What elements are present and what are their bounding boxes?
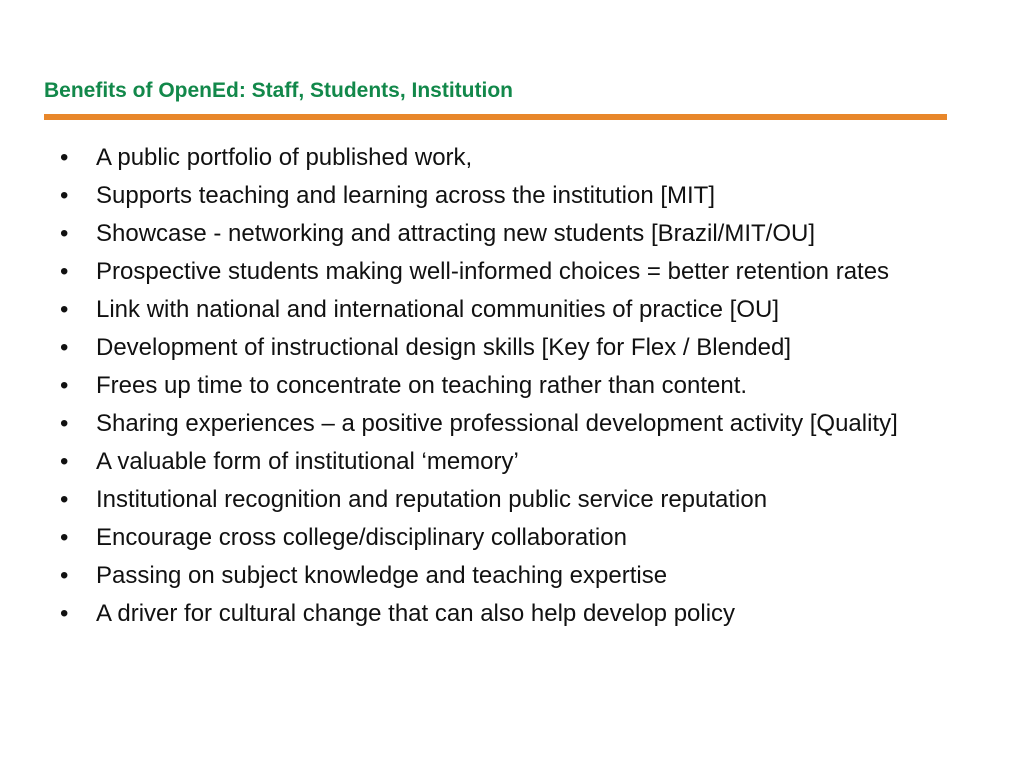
bullet-list — [60, 141, 960, 635]
bullet-item — [60, 559, 960, 593]
bullet-text: Encourage cross college/disciplinary collaboration — [96, 524, 627, 551]
bullet-item — [60, 369, 960, 403]
bullet-item — [60, 483, 960, 517]
bullet-icon: • — [60, 448, 69, 475]
bullet-text: Frees up time to concentrate on teaching rather than content. — [96, 372, 748, 399]
bullet-text: Passing on subject knowledge and teaching expertise — [96, 562, 668, 589]
bullet-item — [60, 141, 960, 175]
bullet-text: Institutional recognition and reputation public service reputation — [96, 486, 768, 513]
bullet-text: Prospective students making well-informed choices = better retention rates — [96, 258, 890, 285]
bullet-item — [60, 331, 960, 365]
bullet-item — [60, 445, 960, 479]
bullet-icon: • — [60, 486, 69, 513]
bullet-icon: • — [60, 296, 69, 323]
bullet-item — [60, 597, 960, 631]
bullet-icon: • — [60, 524, 69, 551]
bullet-text: Sharing experiences – a positive professional development activity [Quality] — [96, 410, 898, 437]
bullet-icon: • — [60, 334, 69, 361]
bullet-text: Showcase - networking and attracting new students [Brazil/MIT/OU] — [96, 220, 815, 247]
bullet-icon: • — [60, 182, 69, 209]
bullet-text: Development of instructional design skills [Key for Flex / Blended] — [96, 334, 792, 361]
bullet-text: A driver for cultural change that can also help develop policy — [96, 600, 736, 627]
bullet-item — [60, 521, 960, 555]
bullet-text: A public portfolio of published work, — [96, 144, 473, 171]
title-underline-rule — [44, 114, 947, 120]
bullet-text: Link with national and international communities of practice [OU] — [96, 296, 780, 323]
bullet-item — [60, 407, 960, 441]
bullet-icon: • — [60, 372, 69, 399]
bullet-icon: • — [60, 144, 69, 171]
bullet-icon: • — [60, 258, 69, 285]
bullet-icon: • — [60, 600, 69, 627]
bullet-text: Supports teaching and learning across the institution [MIT] — [96, 182, 716, 209]
slide-title: Benefits of OpenEd: Staff, Students, Institution — [44, 79, 513, 102]
bullet-item — [60, 255, 960, 289]
bullet-icon: • — [60, 562, 69, 589]
bullet-item — [60, 293, 960, 327]
bullet-icon: • — [60, 220, 69, 247]
bullet-text: A valuable form of institutional ‘memory’ — [96, 448, 519, 475]
bullet-item — [60, 217, 960, 251]
bullet-item — [60, 179, 960, 213]
bullet-icon: • — [60, 410, 69, 437]
